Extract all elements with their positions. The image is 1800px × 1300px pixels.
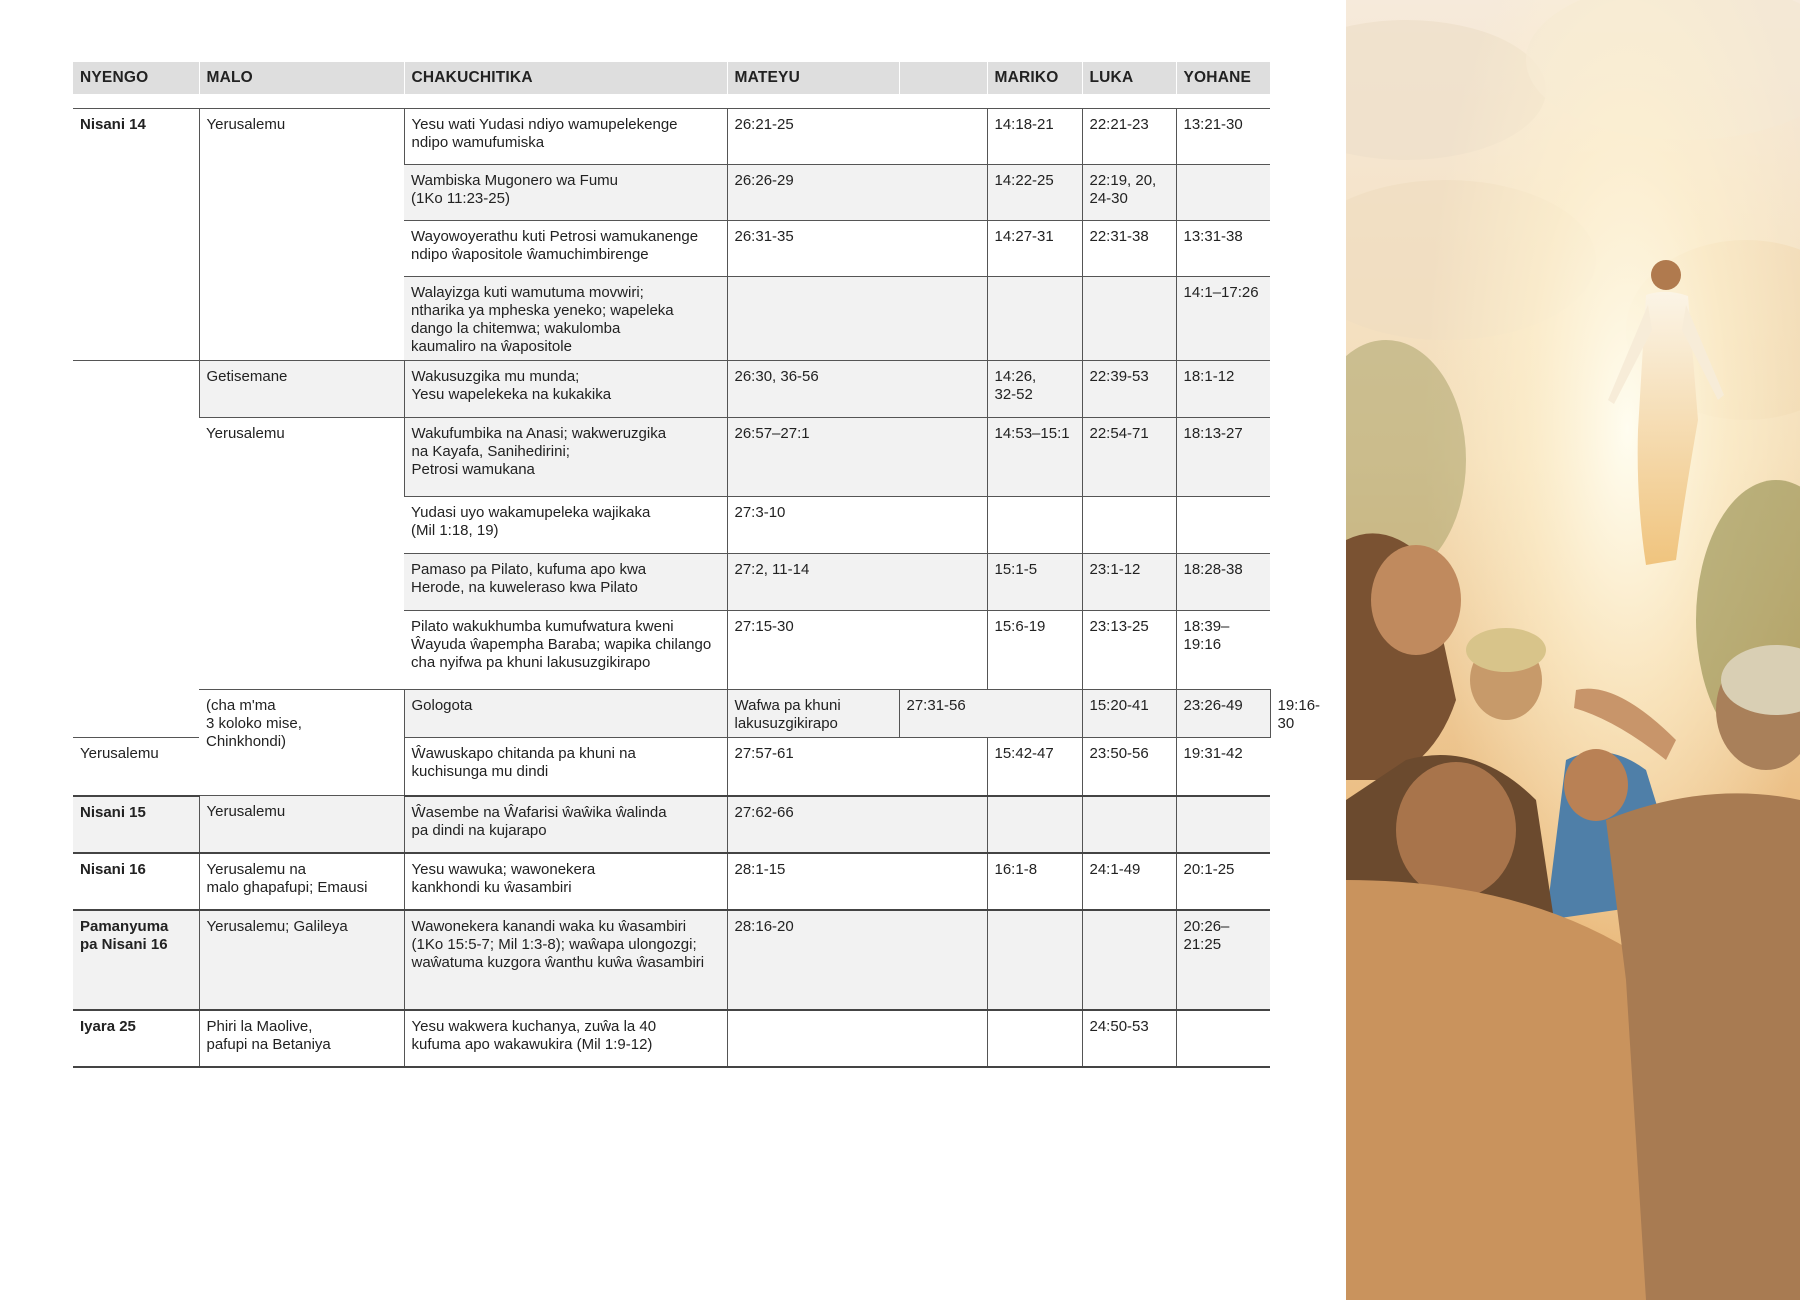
date-cell: Pamanyuma pa Nisani 16 [73,910,199,1010]
header-nyengo: NYENGO [73,62,199,94]
header-malo: MALO [199,62,404,94]
place-cell: Getisemane [199,361,404,418]
spacer-cell [73,94,1270,109]
header-chakuchitika: CHAKUCHITIKA [404,62,727,94]
event-cell: Pilato wakukhumba kumufwatura kweni Ŵayuda ŵapempha Baraba; wapika chilango cha nyifwa pa khuni lakusuzgikirapo [404,611,727,690]
mateyu-cell: 28:1-15 [727,853,987,910]
yohane-cell: 18:39– 19:16 [1176,611,1270,690]
date-cell: Iyara 25 [73,1010,199,1067]
place-cell: Yerusalemu [199,796,404,853]
date-cell: Nisani 15 [73,796,199,853]
table-row [73,910,1270,1010]
mateyu-cell: 27:31-56 [899,690,1082,738]
yohane-cell: 19:31-42 [1176,738,1270,796]
table-header [73,62,1270,94]
event-cell: Yesu wakwera kuchanya, zuŵa la 40 kufuma apo wakawukira (Mil 1:9-12) [404,1010,727,1067]
table-body [73,94,1321,1067]
yohane-cell: 13:21-30 [1176,109,1270,165]
figure-head [1651,260,1681,290]
onlooker-turban [1466,628,1546,672]
mateyu-cell: 27:15-30 [727,611,987,690]
gospel-harmony-table [73,62,1321,1068]
luka-cell: 24:1-49 [1082,853,1176,910]
mariko-cell [987,277,1082,361]
onlooker-face [1396,762,1516,898]
event-cell: Wayowoyerathu kuti Petrosi wamukanenge ndipo ŵapositole ŵamuchimbirenge [404,221,727,277]
table-row [73,109,1270,165]
onlooker-face [1564,749,1628,821]
place-cell: Yerusalemu [199,109,404,361]
mariko-cell [987,796,1082,853]
yohane-cell [1176,497,1270,554]
harmony-table-container [73,62,1321,1068]
event-cell: Wakufumbika na Anasi; wakweruzgika na Kayafa, Sanihedirini; Petrosi wamukana [404,418,727,497]
yohane-cell: 20:26– 21:25 [1176,910,1270,1010]
mateyu-cell: 26:26-29 [727,165,987,221]
event-cell: Yudasi uyo wakamupeleka wajikaka (Mil 1:18, 19) [404,497,727,554]
onlooker-face [1371,545,1461,655]
mateyu-cell [727,277,987,361]
mariko-cell [987,1010,1082,1067]
mariko-cell: 15:1-5 [987,554,1082,611]
table-row: (cha m'ma 3 koloko mise, Chinkhondi) Gologota Wafwa pa khuni lakusuzgikirapo 27:31-56 15:20-41 23:26-49 19:16-30 [73,690,1270,738]
place-cell: Phiri la Maolive, pafupi na Betaniya [199,1010,404,1067]
yohane-cell [1176,1010,1270,1067]
place-cell: Yerusalemu [199,418,404,690]
illustration-svg [1346,0,1800,1300]
table-row [73,853,1270,910]
luka-cell [1082,497,1176,554]
mariko-cell: 14:27-31 [987,221,1082,277]
mateyu-cell: 27:57-61 [727,738,987,796]
event-cell: Ŵasembe na Ŵafarisi ŵaŵika ŵalinda pa dindi na kujarapo [404,796,727,853]
yohane-cell [1176,165,1270,221]
table-row [73,418,1270,497]
date-cell: Nisani 14 [73,109,199,361]
mateyu-cell: 26:31-35 [727,221,987,277]
mariko-cell: 15:20-41 [1082,690,1176,738]
place-cell: Gologota [404,690,727,738]
luka-cell: 23:13-25 [1082,611,1176,690]
place-cell: Yerusalemu na malo ghapafupi; Emausi [199,853,404,910]
mateyu-cell: 27:2, 11-14 [727,554,987,611]
yohane-cell [1176,796,1270,853]
table-row [73,361,1270,418]
luka-cell [1082,910,1176,1010]
yohane-cell: 18:28-38 [1176,554,1270,611]
mateyu-cell: 26:30, 36-56 [727,361,987,418]
yohane-cell: 18:1-12 [1176,361,1270,418]
date-cell: Nisani 16 [73,853,199,910]
luka-cell: 22:31-38 [1082,221,1176,277]
mariko-cell: 15:6-19 [987,611,1082,690]
event-cell: Ŵawuskapo chitanda pa khuni na kuchisunga mu dindi [404,738,727,796]
date-cell-time: (cha m'ma 3 koloko mise, Chinkhondi) [199,690,404,796]
event-cell: Yesu wati Yudasi ndiyo wamupelekenge ndipo wamufumiska [404,109,727,165]
spacer-row [73,94,1270,109]
luka-cell [1082,796,1176,853]
yohane-cell: 18:13-27 [1176,418,1270,497]
luka-cell: 23:26-49 [1176,690,1270,738]
table-row [73,796,1270,853]
header-yohane: YOHANE [1176,62,1270,94]
mariko-cell: 14:53–15:1 [987,418,1082,497]
ascension-illustration [1346,0,1800,1300]
header-luka: LUKA [1082,62,1176,94]
yohane-cell: 13:31-38 [1176,221,1270,277]
date-cell [73,361,199,738]
yohane-cell: 20:1-25 [1176,853,1270,910]
event-cell: Wafwa pa khuni lakusuzgikirapo [727,690,899,738]
luka-cell: 23:1-12 [1082,554,1176,611]
mateyu-cell: 26:57–27:1 [727,418,987,497]
yohane-cell: 14:1–17:26 [1176,277,1270,361]
mariko-cell: 14:18-21 [987,109,1082,165]
mateyu-cell: 26:21-25 [727,109,987,165]
event-cell: Walayizga kuti wamutuma movwiri; ntharika ya mpheska yeneko; wapeleka dango la chitemwa; wakulomba kaumaliro na ŵapositole [404,277,727,361]
header-blank [899,62,987,94]
luka-cell [1082,277,1176,361]
mariko-cell [987,910,1082,1010]
mariko-cell: 15:42-47 [987,738,1082,796]
table-row [73,1010,1270,1067]
event-cell: Wakusuzgika mu munda; Yesu wapelekeka na kukakika [404,361,727,418]
header-mateyu: MATEYU [727,62,899,94]
luka-cell: 22:19, 20, 24-30 [1082,165,1176,221]
mariko-cell: 14:22-25 [987,165,1082,221]
luka-cell: 22:21-23 [1082,109,1176,165]
place-cell: Yerusalemu; Galileya [199,910,404,1010]
mateyu-cell: 27:62-66 [727,796,987,853]
luka-cell: 24:50-53 [1082,1010,1176,1067]
luka-cell: 23:50-56 [1082,738,1176,796]
header-row [73,62,1270,94]
header-mariko: MARIKO [987,62,1082,94]
luka-cell: 22:54-71 [1082,418,1176,497]
event-cell: Wawonekera kanandi waka ku ŵasambiri (1Ko 15:5-7; Mil 1:3-8); waŵapa ulongozgi; waŵatuma kuzgora ŵanthu kuŵa ŵasambiri [404,910,727,1010]
place-cell: Yerusalemu [73,738,199,796]
event-cell: Yesu wawuka; wawonekera kankhondi ku ŵasambiri [404,853,727,910]
luka-cell: 22:39-53 [1082,361,1176,418]
mariko-cell [987,497,1082,554]
event-cell: Pamaso pa Pilato, kufuma apo kwa Herode, na kuweleraso kwa Pilato [404,554,727,611]
mateyu-cell [727,1010,987,1067]
mariko-cell: 16:1-8 [987,853,1082,910]
event-cell: Wambiska Mugonero wa Fumu (1Ko 11:23-25) [404,165,727,221]
mariko-cell: 14:26, 32-52 [987,361,1082,418]
mateyu-cell: 28:16-20 [727,910,987,1010]
mateyu-cell: 27:3-10 [727,497,987,554]
